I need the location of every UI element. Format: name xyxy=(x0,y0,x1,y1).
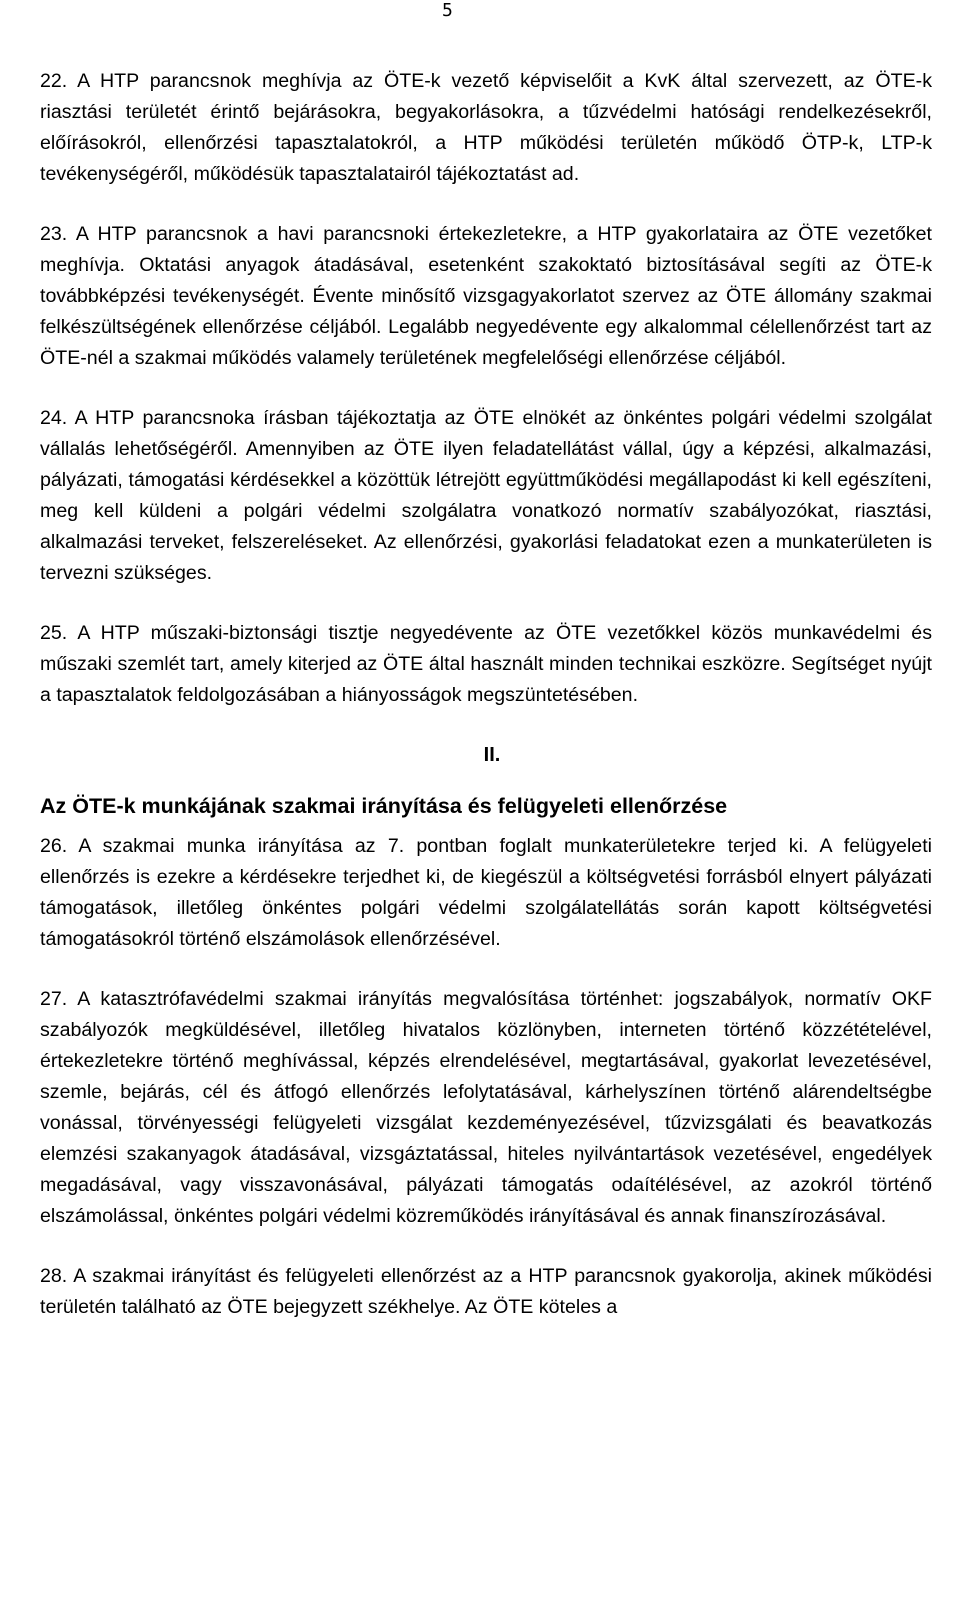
page-number: 5 xyxy=(442,0,453,21)
paragraph-text: A HTP parancsnok meghívja az ÖTE-k vezető képviselőit a KvK által szervezett, az ÖTE-k riasztási területét érintő bejárásokra, begyakorlásokra, a tűzvédelmi hatósági rendelkezésekről, előírásokról, ellenőrzési tapasztalatokról, a HTP működési területén működő ÖTP-k, LTP-k tevékenységéről, működésük tapasztalatairól tájékoztatást ad. xyxy=(40,70,932,185)
numbered-paragraph-27 xyxy=(40,984,932,1232)
paragraph-text: A HTP parancsnoka írásban tájékoztatja az ÖTE elnökét az önkéntes polgári védelmi szolgálat vállalás lehetőségéről. Amennyiben az ÖTE ilyen feladatellátást vállal, úgy a képzési, alkalmazási, pályázati, támogatási kérdésekkel a közöttük létrejött együttműködési megállapodást ki kell egészíteni, meg kell küldeni a polgári védelmi szolgálatra vonatkozó normatív szabályozókat, riasztási, alkalmazási terveket, felszereléseket. Az ellenőrzési, gyakorlási feladatokat ezen a munkaterületen is tervezni szükséges. xyxy=(40,407,932,584)
numbered-paragraph-23 xyxy=(40,219,932,374)
document-body xyxy=(40,66,932,1352)
paragraph-number: 28. xyxy=(40,1265,74,1287)
paragraph-number: 25. xyxy=(40,622,78,644)
paragraph-text: A szakmai irányítást és felügyeleti ellenőrzést az a HTP parancsnok gyakorolja, akinek működési területén található az ÖTE bejegyzett székhelye. Az ÖTE köteles a xyxy=(40,1265,932,1318)
numbered-paragraph-28 xyxy=(40,1261,932,1323)
paragraph-number: 23. xyxy=(40,223,76,245)
paragraph-number: 27. xyxy=(40,988,78,1010)
paragraph-number: 26. xyxy=(40,835,79,857)
section-number: II. xyxy=(483,744,501,766)
numbered-paragraph-26 xyxy=(40,831,932,955)
paragraph-text: A HTP parancsnok a havi parancsnoki értekezletekre, a HTP gyakorlataira az ÖTE vezetőket meghívja. Oktatási anyagok átadásával, esetenként szakoktató biztosításával segíti az ÖTE-k továbbképzési tevékenységét. Évente minősítő vizsgagyakorlatot szervez az ÖTE állomány szakmai felkészültségének ellenőrzése céljából. Legalább negyedévente egy alkalommal célellenőrzést tart az ÖTE-nél a szakmai működés valamely területének megfelelőségi ellenőrzése céljából. xyxy=(40,223,932,369)
paragraph-number: 24. xyxy=(40,407,75,429)
paragraph-text: A katasztrófavédelmi szakmai irányítás megvalósítása történhet: jogszabályok, normatív OKF szabályozók megküldésével, illetőleg hivatalos közlönyben, interneten történő közzétételével, értekezletekre történő meghívással, képzés elrendelésével, megtartásával, gyakorlat levezetésével, szemle, bejárás, cél és átfogó ellenőrzés lefolytatásával, kárhelyszínen történő alárendeltségbe vonással, törvényességi felügyeleti vizsgálat kezdeményezésével, tűzvizsgálati és beavatkozás elemzési szakanyagok átadásával, vizsgáztatással, hiteles nyilvántartások vezetésével, engedélyek megadásával, vagy visszavonásával, pályázati támogatás odaítélésével, az azokról történő elszámolással, önkéntes polgári védelmi közreműködés irányításával és annak finanszírozásával. xyxy=(40,988,932,1227)
paragraph-text: A HTP műszaki-biztonsági tisztje negyedévente az ÖTE vezetőkkel közös munkavédelmi és műszaki szemlét tart, amely kiterjed az ÖTE által használt minden technikai eszközre. Segítséget nyújt a tapasztalatok feldolgozásában a hiányosságok megszüntetésében. xyxy=(40,622,932,706)
paragraph-text: A szakmai munka irányítása az 7. pontban foglalt munkaterületekre terjed ki. A felügyeleti ellenőrzés is ezekre a kérdésekre terjedhet ki, de kiegészül a költségvetési forrásból elnyert pályázati támogatások, illetőleg önkéntes polgári védelmi szolgálatellátás során kapott költségvetési támogatásokról történő elszámolások ellenőrzésével. xyxy=(40,835,932,950)
numbered-paragraph-22 xyxy=(40,66,932,190)
paragraph-number: 22. xyxy=(40,70,78,92)
section-title: Az ÖTE-k munkájának szakmai irányítása és felügyeleti ellenőrzése xyxy=(40,794,728,818)
numbered-paragraph-24 xyxy=(40,403,932,589)
numbered-paragraph-25 xyxy=(40,618,932,711)
